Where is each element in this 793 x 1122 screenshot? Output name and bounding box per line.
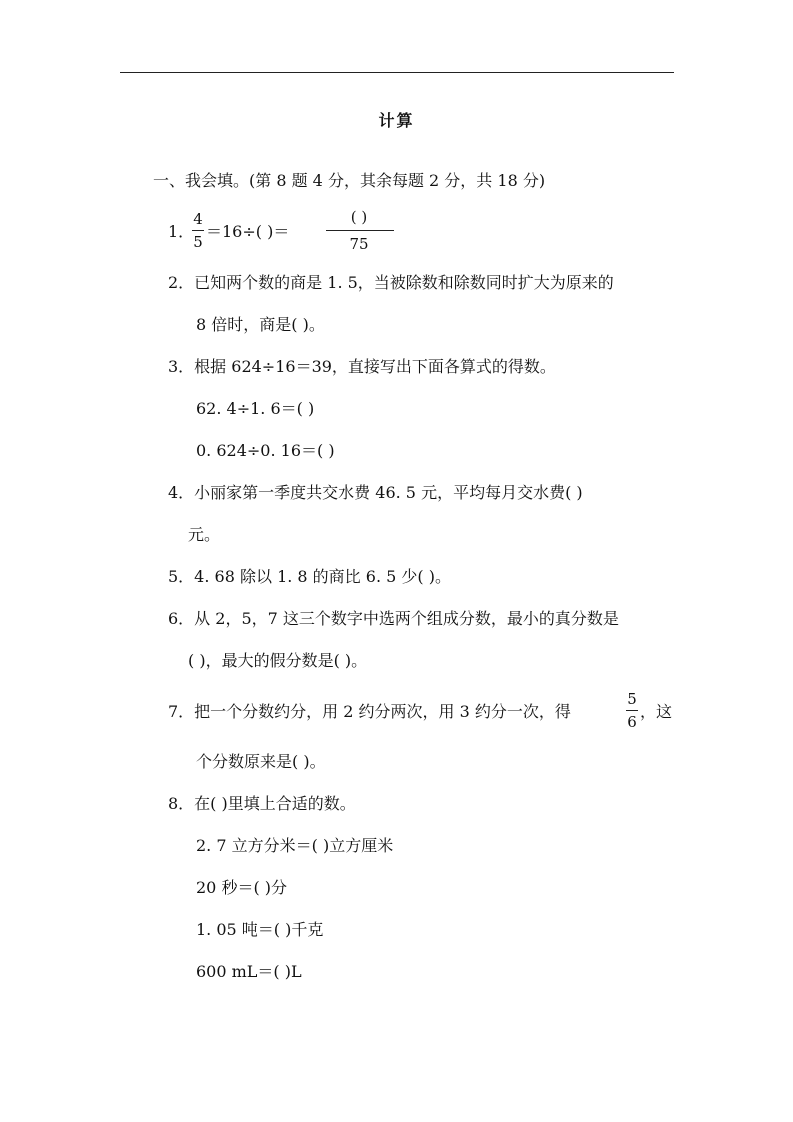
q7-line-1a: 7．把一个分数约分，用 2 约分两次，用 3 约分一次，得 xyxy=(168,702,571,721)
q7-frac-bar xyxy=(626,710,638,711)
q1-middle: ＝16÷( )＝ xyxy=(206,222,290,241)
page-title: 计算 xyxy=(378,111,415,130)
q7-line-2: 个分数原来是( )。 xyxy=(196,752,326,771)
q7-frac-denominator: 6 xyxy=(627,713,637,731)
q7-line-1b: ，这 xyxy=(640,702,673,721)
q3-line-1: 3．根据 624÷16＝39，直接写出下面各算式的得数。 xyxy=(168,357,556,376)
q3-line-3: 0. 624÷0. 16＝( ) xyxy=(196,441,335,460)
q4-line-1: 4．小丽家第一季度共交水费 46. 5 元，平均每月交水费( ) xyxy=(168,483,583,502)
q2-line-1: 2．已知两个数的商是 1. 5，当被除数和除数同时扩大为原来的 xyxy=(168,273,614,292)
q8-line-2: 2. 7 立方分米＝( )立方厘米 xyxy=(196,836,394,855)
q1-frac1-denominator: 5 xyxy=(193,233,203,251)
q3-line-2: 62. 4÷1. 6＝( ) xyxy=(196,399,315,418)
q8-line-4: 1. 05 吨＝( )千克 xyxy=(196,920,324,939)
q8-line-5: 600 mL＝( )L xyxy=(196,962,302,981)
section-heading: 一、我会填。(第 8 题 4 分，其余每题 2 分，共 18 分) xyxy=(153,171,546,190)
q8-line-3: 20 秒＝( )分 xyxy=(196,878,288,897)
q6-line-1: 6．从 2，5，7 这三个数字中选两个组成分数，最小的真分数是 xyxy=(168,609,619,628)
header-rule xyxy=(120,72,674,73)
q1-frac2-denominator: 75 xyxy=(349,235,369,253)
q5-line-1: 5．4. 68 除以 1. 8 的商比 6. 5 少( )。 xyxy=(168,567,451,586)
q1-frac1-bar xyxy=(192,230,204,231)
q4-line-2: 元。 xyxy=(188,525,221,544)
q6-line-2: ( )，最大的假分数是( )。 xyxy=(188,651,368,670)
q7-frac-numerator: 5 xyxy=(627,690,637,708)
q1-frac1-numerator: 4 xyxy=(193,210,203,228)
q1-number: 1． xyxy=(168,222,195,241)
q8-line-1: 8．在( )里填上合适的数。 xyxy=(168,794,356,813)
q2-line-2: 8 倍时，商是( )。 xyxy=(196,315,325,334)
q1-frac2-bar xyxy=(326,230,394,231)
q1-frac2-numerator: ( ) xyxy=(350,208,368,226)
